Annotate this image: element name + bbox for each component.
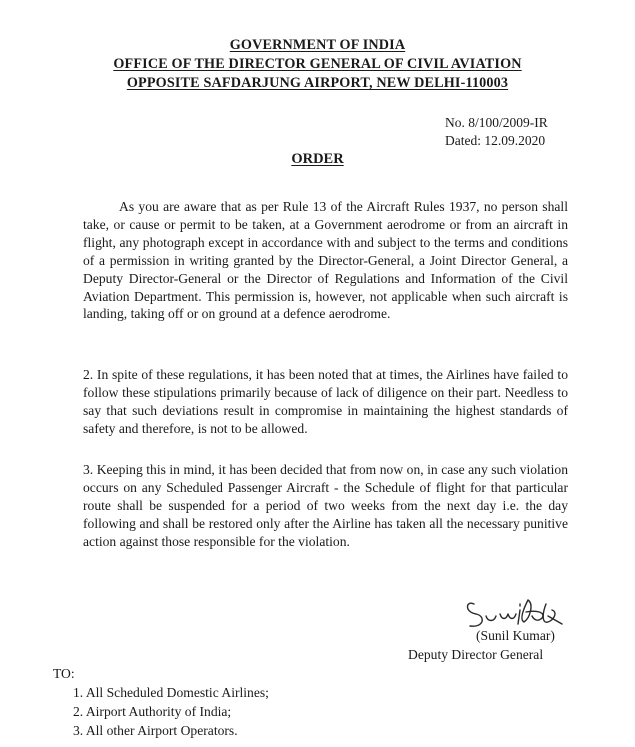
paragraph-2: 2. In spite of these regulations, it has been noted that at times, the Airlines have failed to follow these stipulations primarily because of lack of diligence on their part. Needless to say that such deviations result in compromise in maintaining the highest standards of safety and therefore, is not to be allowed.	[83, 367, 568, 436]
distribution-label: TO:	[53, 666, 75, 681]
paragraph-1: As you are aware that as per Rule 13 of the Aircraft Rules 1937, no person shall take, or cause or permit to be taken, at a Government aerodrome or from an aircraft in flight, any photograph except in accordance with and subject to the terms and conditions of a permission in writing granted by the Director-General, a Joint Director General, a Deputy Director-General or the Director of Regulations and Information of the Civil Aviation Department. This permission is, however, not applicable when such aircraft is landing, taking off or on ground at a defence aerodrome.	[83, 199, 568, 322]
paragraph-3: 3. Keeping this in mind, it has been decided that from now on, in case any such violation occurs on any Scheduled Passenger Aircraft - the Schedule of flight for that particular route shall be suspended for a period of two weeks from the next day i.e. the day following and shall be restored only after the Airline has taken all the necessary punitive action against those responsible for the violation.	[83, 462, 568, 549]
signatory-designation: Deputy Director General	[408, 647, 544, 662]
list-item: 2. Airport Authority of India;	[73, 704, 232, 719]
list-item: 3. All other Airport Operators.	[73, 723, 238, 738]
signatory-name: (Sunil Kumar)	[476, 628, 555, 643]
order-title: ORDER	[291, 151, 344, 167]
list-item: 1. All Scheduled Domestic Airlines;	[73, 685, 269, 700]
reference-date: Dated: 12.09.2020	[445, 132, 546, 148]
distribution-list	[73, 683, 269, 740]
reference-block	[445, 114, 548, 149]
letterhead-address: OPPOSITE SAFDARJUNG AIRPORT, NEW DELHI-110003	[126, 75, 509, 91]
letterhead-government: GOVERNMENT OF INDIA	[229, 37, 406, 53]
letterhead-office: OFFICE OF THE DIRECTOR GENERAL OF CIVIL AVIATION	[113, 56, 522, 72]
letterhead	[0, 36, 635, 93]
reference-number: No. 8/100/2009-IR	[445, 115, 548, 130]
